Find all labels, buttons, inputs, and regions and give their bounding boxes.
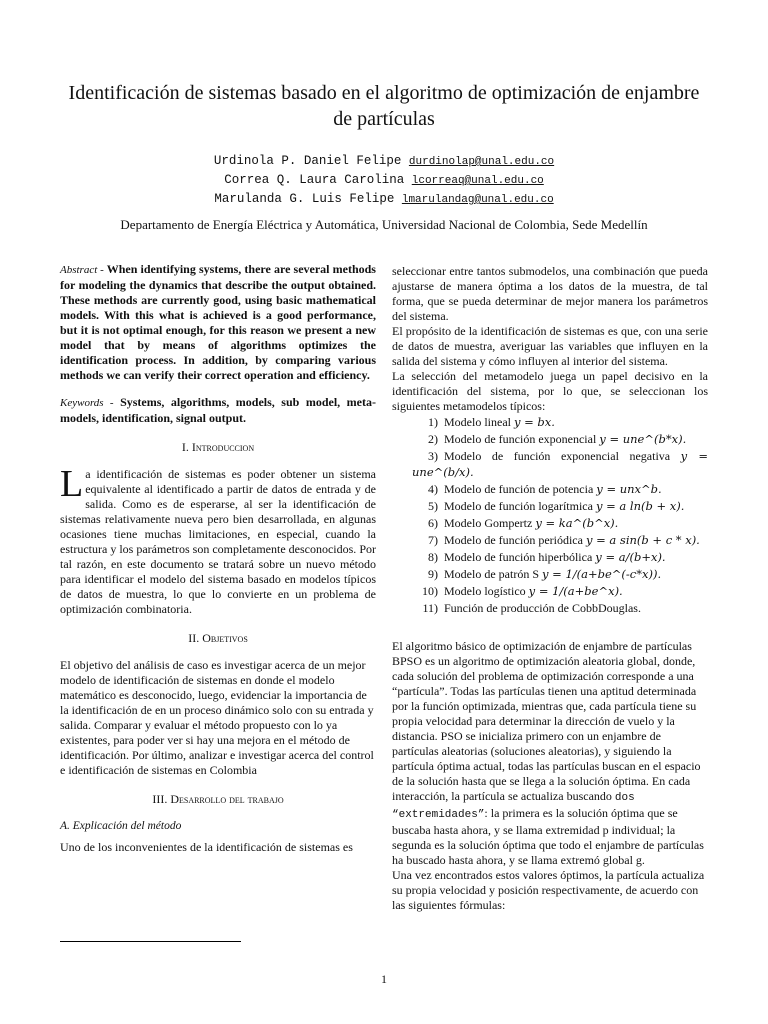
list-item (412, 532, 708, 548)
formula: y = 1/(a+be^x). (528, 584, 623, 598)
abstract-label: Abstract - (60, 264, 104, 276)
list-item (412, 515, 708, 531)
model-list (392, 414, 708, 616)
item-number: 3) (428, 449, 438, 463)
formula: y = une^(b/x). (412, 449, 708, 479)
paragraph: El propósito de la identificación de sistemas es que, con una serie de datos de muestra, averiguar las variables que influyen en la salida del sistema y cómo influyen al interior del sistema. (392, 324, 708, 368)
item-number: 1) (428, 415, 438, 429)
item-text: Modelo de patrón S (444, 567, 542, 581)
section-heading: I. Introduccion (181, 440, 255, 454)
author-email[interactable]: lcorreaq@unal.edu.co (411, 175, 544, 187)
keywords-text: Systems, algorithms, models, sub model, meta-models, identification, signal output. (60, 395, 376, 425)
list-item (412, 481, 708, 497)
item-number: 6) (428, 516, 438, 530)
list-item (412, 583, 708, 599)
abstract-text: When identifying systems, there are several methods for modeling the dynamics that describe the output obtained. These methods are currently good, using basic mathematical models. With this what is achieved is a good performance, but it is not optimal enough, for this reason we present a new model that by means of algorithms optimizes the identification process. In addition, by comparing various methods we can verify their correct operation and efficiency. (60, 262, 376, 382)
keywords-label: Keywords - (60, 397, 114, 409)
formula: y = a ln(b + x). (595, 499, 685, 513)
item-text: Modelo de función logarítmica (444, 499, 596, 513)
item-text: Modelo de función hiperbólica (444, 550, 596, 564)
extremidades-term: dos “extremidades” (392, 792, 635, 821)
list-item (412, 498, 708, 514)
formula: y = a/(b+x). (595, 550, 666, 564)
list-item (412, 566, 708, 582)
author-name: Marulanda G. Luis Felipe (214, 192, 395, 206)
bpso-text: El algoritmo básico de optimización de enjambre de partículas BPSO es un algoritmo de optimización aleatoria global, donde, cada solución del problema de optimización corresponde a una “partícula”. Todas las partículas tienen una aptitud determinada por la función optimizada, mientras que, cada partícula tiene su propia velocidad para determinar la dirección de vuelo y la distancia. PSO se inicializa primero con un enjambre de partículas aleatorias (soluciones aleatorias), y siguiendo la partícula óptima actual, todas las partículas buscan en el espacio de la solución hasta que se llega a la solución óptima. En cada interacción, la partícula se actualiza buscando (392, 639, 701, 803)
formula: y = ka^(b^x). (535, 516, 619, 530)
item-number: 9) (428, 567, 438, 581)
section-heading: III. Desarrollo del trabajo (152, 792, 284, 806)
item-number: 11) (422, 601, 438, 615)
item-number: 8) (428, 550, 438, 564)
item-number: 5) (428, 499, 438, 513)
item-text: Modelo de función exponencial (444, 432, 600, 446)
bpso-text-end: : la primera es la solución óptima que se buscaba hasta ahora, y se llama extremidad p individual; la segunda es la solución óptima que todo el enjambre de partículas ha buscado hasta ahora, y se llama extremó global g. (392, 806, 704, 867)
author-email[interactable]: durdinolap@unal.edu.co (408, 156, 555, 168)
formula: y = 1/(a+be^(-c*x)). (542, 567, 662, 581)
list-item (412, 448, 708, 480)
objectives-paragraph: El objetivo del análisis de caso es investigar acerca de un mejor modelo de identificación de sistemas en donde el modelo matemático es desconocido, luego, evidenciar la importancia de la identificación de en un proceso dinámico solo con su entrada y salida. Comparar y evaluar el método propuesto con lo ya existentes, para poder ver si hay una mejora en el método de identificación. Por último, analizar e investigar acerca del control e identificación de sistemas en Colombia (60, 658, 374, 777)
list-item (412, 549, 708, 565)
section-heading: II. Objetivos (188, 631, 248, 645)
formula: y = une^(b*x). (599, 432, 687, 446)
list-item (412, 431, 708, 447)
footnote-rule (60, 941, 241, 942)
method-paragraph: Uno de los inconvenientes de la identificación de sistemas es (60, 840, 353, 854)
paper-title: Identificación de sistemas basado en el algoritmo de optimización de enjambre de partículas (68, 82, 700, 130)
author-block (0, 152, 768, 209)
formula: y = a sin(b + c * x). (585, 533, 700, 547)
author-email[interactable]: lmarulandag@unal.edu.co (401, 194, 554, 206)
formula: y = unx^b. (596, 482, 662, 496)
paragraph: La selección del metamodelo juega un papel decisivo en la identificación del sistema, por lo que, se seleccionan los siguientes metamodelos típicos: (392, 369, 708, 413)
abstract (60, 262, 376, 383)
paragraph: seleccionar entre tantos submodelos, una combinación que pueda ajustarse de manera óptima a los datos de la muestra, de tal forma, que se pueda determinar de mejor manera los parámetros del sistema. (392, 264, 708, 323)
keywords (60, 395, 376, 426)
author-line (0, 152, 768, 171)
item-number: 10) (422, 584, 438, 598)
left-column (60, 262, 376, 855)
item-text: Función de producción de CobbDouglas. (444, 601, 641, 615)
drop-cap: L (60, 463, 84, 505)
affiliation: Departamento de Energía Eléctrica y Automática, Universidad Nacional de Colombia, Sede Medellín (120, 217, 648, 232)
bpso-paragraph (392, 639, 708, 868)
author-line (0, 171, 768, 190)
paragraph: Una vez encontrados estos valores óptimos, la partícula actualiza su propia velocidad y posición respectivamente, de acuerdo con las siguientes fórmulas: (392, 868, 705, 912)
formula: y = bx. (513, 415, 555, 429)
list-item (412, 600, 708, 616)
item-text: Modelo Gompertz (444, 516, 536, 530)
item-text: Modelo de función periódica (444, 533, 586, 547)
right-column (392, 264, 708, 913)
author-line (0, 190, 768, 209)
item-number: 4) (428, 482, 438, 496)
author-name: Urdinola P. Daniel Felipe (213, 154, 402, 168)
item-number: 7) (428, 533, 438, 547)
item-text: Modelo de función exponencial negativa (444, 449, 681, 463)
item-text: Modelo de función de potencia (444, 482, 597, 496)
item-number: 2) (428, 432, 438, 446)
page-number: 1 (381, 972, 387, 986)
subsection-heading: A. Explicación del método (60, 820, 182, 832)
list-item (412, 414, 708, 430)
intro-paragraph (60, 463, 376, 617)
intro-text: a identificación de sistemas es poder obtener un sistema equivalente al identificado a partir de datos de entrada y de salida. Como es de esperarse, al ser la identificación de sistemas relativamente nueva pero bien desarrollada, en algunas ocasiones tiene muchas limitaciones, en especial, cuando la estructura y los parámetros son completamente desconocidos. Por tal razón, en este documento se tratará sobre un nuevo método para identificar el modelo del sistema basado en modelos típicos de datos de muestra, lo que lo convierte en un problema de optimización combinatoria. (60, 467, 376, 616)
author-name: Correa Q. Laura Carolina (224, 173, 405, 187)
item-text: Modelo lineal (444, 415, 514, 429)
item-text: Modelo logístico (444, 584, 529, 598)
